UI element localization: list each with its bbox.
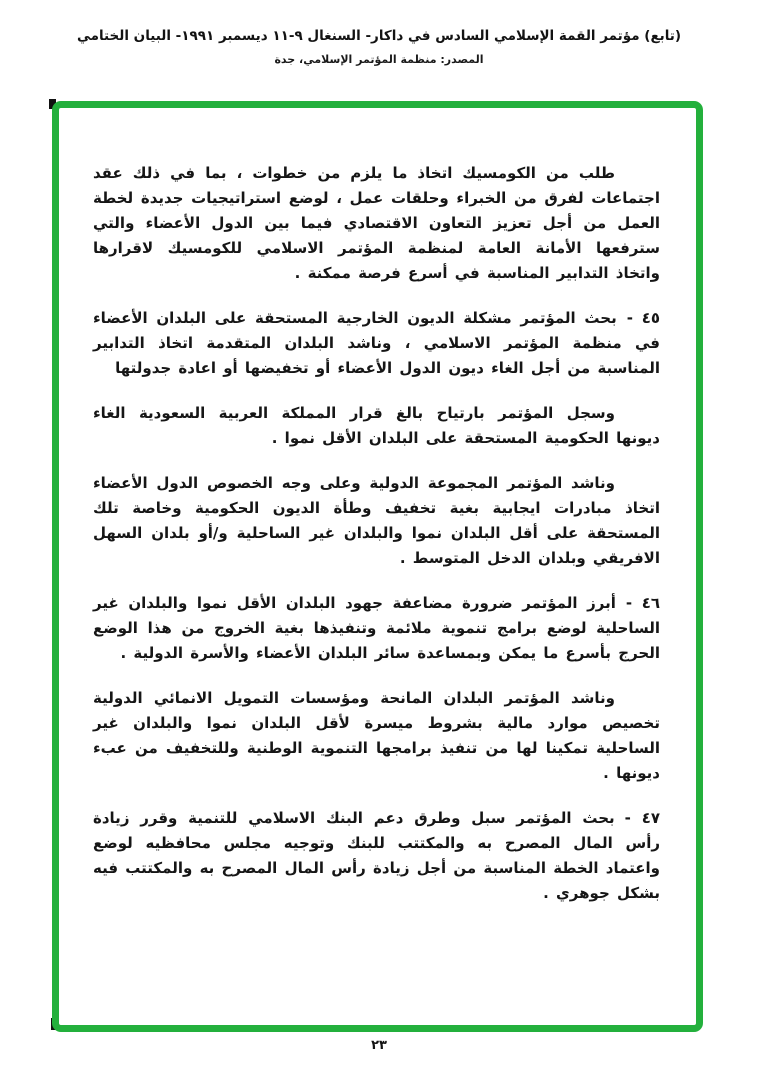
page-header — [0, 26, 758, 66]
body-text — [93, 161, 660, 926]
page-number: ٢٣ — [371, 1038, 387, 1053]
paragraph-saudi-debt-decision: وسجل المؤتمر بارتياح بالغ قرار المملكة العربية السعودية الغاء ديونها الحكومية المستحقة على البلدان الأقل نموا . — [93, 404, 660, 447]
item-45-number: ٤٥ - — [626, 309, 660, 327]
header-source: المصدر: منظمة المؤتمر الإسلامي، جدة — [274, 53, 484, 66]
paragraph-item-47 — [93, 806, 660, 906]
paragraph-item-45 — [93, 306, 660, 381]
item-46-number: ٤٦ - — [625, 594, 660, 612]
item-47-text: بحث المؤتمر سبل وطرق دعم البنك الاسلامي للتنمية وقرر زيادة رأس المال المصرح به والمكتتب للبنك وتوجيه مجلس محافظيه لوضع واعتماد الخطة المناسبة من أجل زيادة رأس المال المصرح به والمكتتب فيه بشكل جوهري . — [93, 809, 660, 902]
content-frame — [52, 101, 703, 1032]
paragraph-donor-countries-appeal: وناشد المؤتمر البلدان المانحة ومؤسسات التمويل الانمائي الدولية تخصيص موارد مالية بشروط ميسرة لأقل البلدان نموا والبلدان غير الساحلية تمكينا لها من تنفيذ برامجها التنموية الوطنية وللتخفيف من عبء ديونها . — [93, 689, 660, 782]
paragraph-international-community-appeal: وناشد المؤتمر المجموعة الدولية وعلى وجه الخصوص الدول الأعضاء اتخاذ مبادرات ايجابية بغية تخفيف وطأة الديون الحكومية وخاصة تلك المستحقة على أقل البلدان نموا والبلدان غير الساحلية و/أو بلدان السهل الافريقي وبلدان الدخل المتوسط . — [93, 474, 660, 567]
item-46-text: أبرز المؤتمر ضرورة مضاعفة جهود البلدان الأقل نموا والبلدان غير الساحلية لوضع برامج تنموية ملائمة وتنفيذها بغية الخروج من هذا الوضع الحرج بأسرع ما يمكن وبمساعدة سائر البلدان الأعضاء والأسرة الدولية . — [93, 594, 660, 662]
paragraph-item-46 — [93, 591, 660, 666]
paragraph-comcec-request: طلب من الكومسيك اتخاذ ما يلزم من خطوات ، بما في ذلك عقد اجتماعات لفرق من الخبراء وحلقات عمل ، لوضع استراتيجيات جديدة لخطة العمل من أجل تعزيز التعاون الاقتصادي فيما بين الدول الأعضاء والتي سترفعها الأمانة العامة لمنظمة المؤتمر الاسلامي للكومسيك لاقرارها واتخاذ التدابير المناسبة في أسرع فرصة ممكنة . — [93, 164, 660, 282]
item-47-number: ٤٧ - — [624, 809, 661, 827]
item-45-text: بحث المؤتمر مشكلة الديون الخارجية المستحقة على البلدان الأعضاء في منظمة المؤتمر الاسلامي ، وناشد البلدان المتقدمة اتخاذ التدابير المناسبة من أجل الغاء ديون الدول الأعضاء أو تخفيضها أو اعادة جدولتها — [93, 309, 660, 377]
header-title: (تابع) مؤتمر القمة الإسلامي السادس في داكار- السنغال ٩-١١ ديسمبر ١٩٩١- البيان الختامي — [76, 28, 682, 44]
